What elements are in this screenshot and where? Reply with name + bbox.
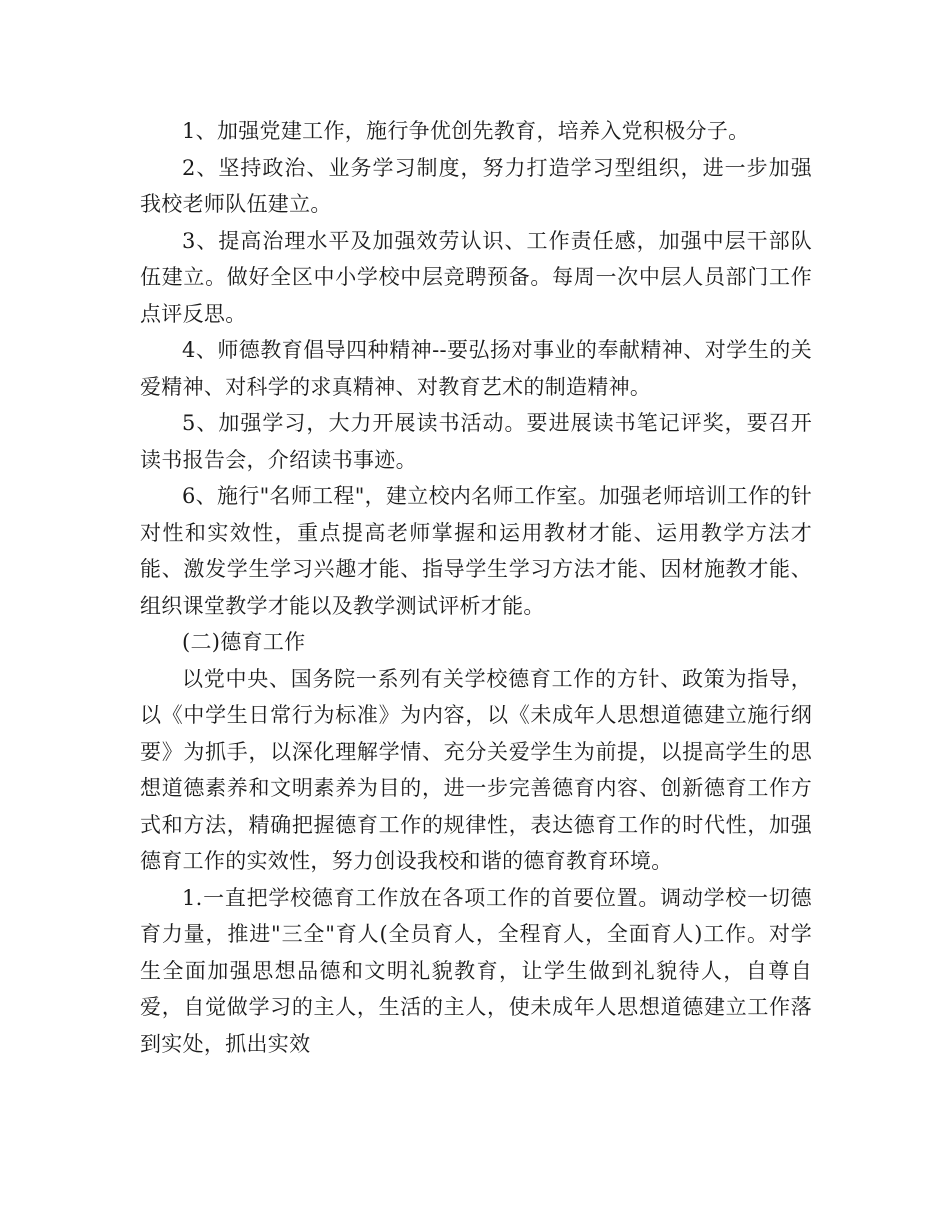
paragraph-reading-activities: 5、加强学习，大力开展读书活动。要进展读书笔记评奖，要召开读书报告会，介绍读书事迹。	[140, 411, 812, 472]
paragraph-moral-education-guidance: 以党中央、国务院一系列有关学校德育工作的方针、政策为指导，以《中学生日常行为标准》为内容，以《未成年人思想道德建立施行纲要》为抓手，以深化理解学情、充分关爱学生为前提，以提高学生的思想道德素养和文明素养为目的，进一步完善德育内容、创新德育工作方式和方法，精确把握德育工作的规律性，表达德育工作的时代性，加强德育工作的实效性，努力创设我校和谐的德育教育环境。	[140, 666, 812, 873]
paragraph-party-building: 1、加强党建工作，施行争优创先教育，培养入党积极分子。	[182, 119, 750, 143]
paragraph-teacher-ethics: 4、师德教育倡导四种精神--要弘扬对事业的奉献精神、对学生的关爱精神、对科学的求真精神、对教育艺术的制造精神。	[140, 338, 812, 399]
paragraph-management-level: 3、提高治理水平及加强效劳认识、工作责任感，加强中层干部队伍建立。做好全区中小学校中层竞聘预备。每周一次中层人员部门工作点评反思。	[140, 228, 812, 326]
paragraph-moral-education-priority: 1.一直把学校德育工作放在各项工作的首要位置。调动学校一切德育力量，推进"三全"育人(全员育人，全程育人，全面育人)工作。对学生全面加强思想品德和文明礼貌教育，让学生做到礼貌待人，自尊自爱，自觉做学习的主人，生活的主人，使未成年人思想道德建立工作落到实处，抓出实效	[140, 885, 812, 1056]
document-body	[140, 113, 812, 1062]
section-heading-moral-education: (二)德育工作	[182, 630, 306, 654]
paragraph-study-system: 2、坚持政治、业务学习制度，努力打造学习型组织，进一步加强我校老师队伍建立。	[140, 155, 812, 216]
paragraph-famous-teacher-project: 6、施行"名师工程"，建立校内名师工作室。加强老师培训工作的针对性和实效性，重点提高老师掌握和运用教材才能、运用教学方法才能、激发学生学习兴趣才能、指导学生学习方法才能、因材施教才能、组织课堂教学才能以及教学测试评析才能。	[140, 484, 812, 618]
